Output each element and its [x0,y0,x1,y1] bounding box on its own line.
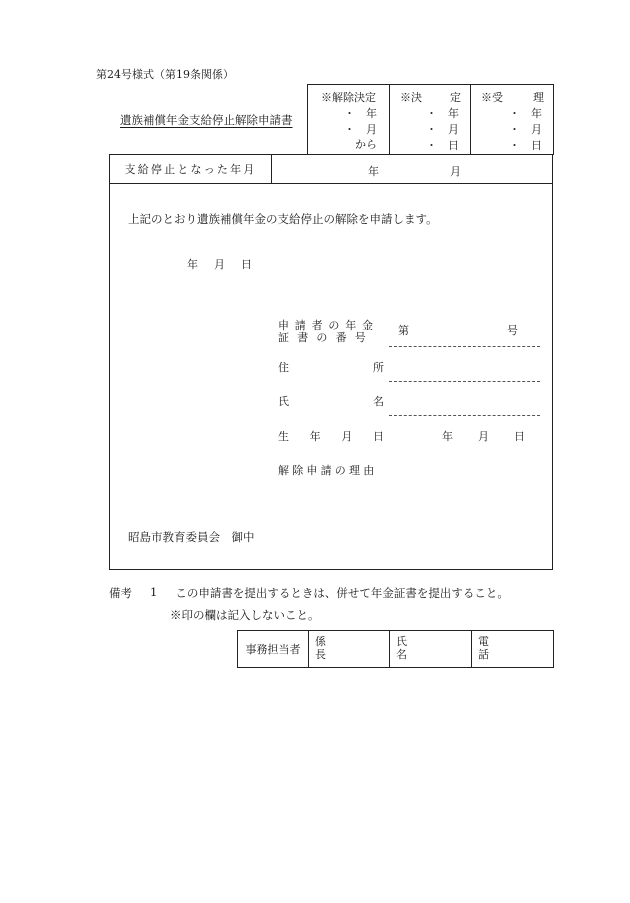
request-statement: 上記のとおり遺族補償年金の支給停止の解除を申請します。 [128,212,438,226]
office-col-heading: ※受 理 [481,91,544,104]
staff-header: 事務担当者 [245,643,301,656]
remarks [109,585,509,601]
office-col-line: ・ 月 [344,123,377,136]
office-col-decision [308,85,389,155]
office-col-line: ・ 年 [344,107,377,120]
office-col-received [470,85,554,155]
staff-name-cell[interactable]: 氏 名 [389,631,472,667]
application-date[interactable]: 年 月 日 [187,258,252,271]
office-col-line: ・ 日 [509,139,542,152]
cert-number-suffix: 号 [507,324,518,337]
main-form-box [109,154,553,570]
office-col-line: ・ 日 [426,139,459,152]
office-col-line: ・ 月 [426,123,459,136]
cert-number-label-1: 申請者の年金 [278,319,379,332]
suspension-month-field[interactable]: 月 [450,165,461,178]
office-col-line: ・ 月 [509,123,542,136]
birthdate-label: 生 年 月 日 [278,430,384,443]
remarks-note-1: この申請書を提出するときは、併せて年金証書を提出すること。 [175,586,509,600]
suspension-month-label: 支給停止となった年月 [110,155,272,183]
reason-label: 解除申請の理由 [278,464,378,477]
office-col-heading: ※決 定 [400,91,461,104]
office-use-box [307,84,554,155]
remarks-number: 1 [150,585,158,599]
cert-number-label-2: 証書の番号 [278,331,374,344]
office-col-determined [389,85,471,155]
address-label: 住 所 [278,361,384,374]
form-number: 第24号様式（第19条関係） [96,68,234,81]
form-title: 遺族補償年金支給停止解除申請書 [120,113,293,127]
suspension-year-field[interactable]: 年 [368,165,379,178]
office-from: から [355,138,377,151]
remarks-note-2: ※印の欄は記入しないこと。 [170,608,320,622]
remarks-label: 備考 [109,586,132,600]
office-col-heading: ※解除決定 [321,91,376,104]
name-label: 氏 名 [278,395,384,408]
staff-phone-cell[interactable]: 電 話 [471,631,554,667]
name-line[interactable] [389,415,540,416]
cert-number-prefix: 第 [398,324,409,337]
office-col-line: ・ 年 [426,107,459,120]
office-col-line: ・ 年 [509,107,542,120]
staff-chief-cell[interactable]: 係 長 [308,631,390,667]
suspension-month-row [110,155,552,184]
address-line[interactable] [389,381,540,382]
addressee: 昭島市教育委員会 御中 [128,530,255,544]
birthdate-field[interactable]: 年 月 日 [442,430,525,443]
cert-number-line[interactable] [389,346,540,347]
staff-table [237,630,554,668]
